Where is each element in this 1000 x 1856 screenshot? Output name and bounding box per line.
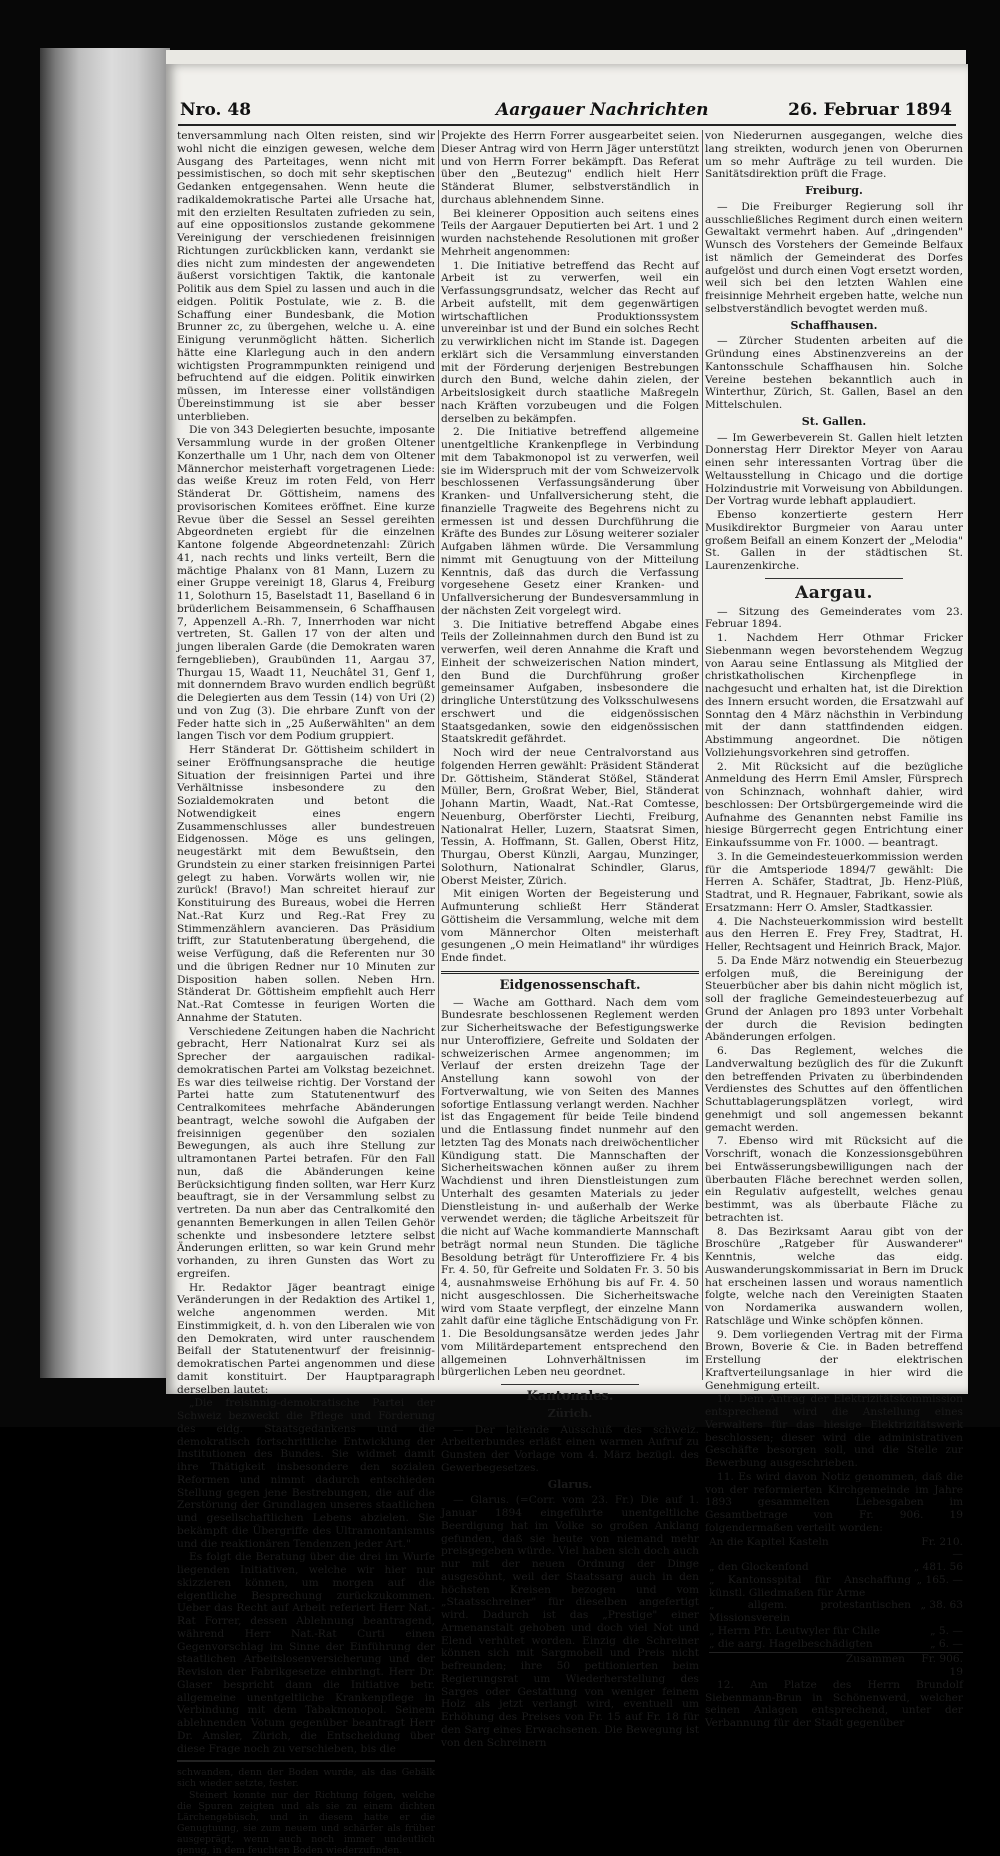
subsection-title-glarus: Glarus. (547, 1477, 593, 1491)
feuilleton-text: schwanden, denn der Boden wurde, als das Gebälk sich wieder setzte, fester. (177, 1767, 435, 1790)
session-item: 11. Es wird davon Notiz genommen, daß die von der reformierten Kirchgemeinde im Jahre 1893 gesammelten Liebesgaben im Gesamtbetrage von Fr. 906. 19 folgendermaßen verteilt worden: (705, 1470, 963, 1534)
section-title-eidgenossenschaft: Eidgenossenschaft. (499, 977, 641, 993)
donation-row: „ Herrn Pfr. Leutwyler für Chile „ 5. — (709, 1624, 963, 1637)
column-2 (441, 130, 699, 1749)
section-title-kantonales: Kantonales. (526, 1389, 614, 1404)
session-item: 2. Mit Rücksicht auf die bezügliche Anmeldung des Herrn Emil Amsler, Fürsprech von Schinznach, wohnhaft dahier, wird beschlossen: Der Ortsbürgergemeinde wird die Aufnahme des Genannten nebst Familie ins hiesige Bürgerrecht gegen Entrichtung einer Einkaufssumme von Fr. 1000. — beantragt. (705, 760, 963, 849)
session-item: 9. Dem vorliegenden Vertrag mit der Firma Brown, Boverie & Cie. in Baden betreffend Erstellung der elektrischen Kraftverteilungsanlage in hier wird die Genehmigung erteilt. (705, 1328, 963, 1392)
article-paragraph: Hr. Redaktor Jäger beantragt einige Veränderungen in der Redaktion des Artikel 1, welche angenommen werden. Mit Einstimmigkeit, d. h. von den Liberalen wie von den Demokraten, wird unter rauschendem Beifall der Statutenentwurf der freisinnig-demokratischen Partei angenommen und diese damit konstituirt. Der Hauptparagraph derselben lautet: (177, 1281, 435, 1396)
article-paragraph: — Glarus. (=Corr. vom 23. Fr.) Die auf 1. Januar 1894 eingeführte unentgeltliche Beerdigung hat im Volke so großen Anklang gefunden, daß sie heute von niemand mehr preisgegeben würde. Viel haben sich doch auch nur mit der neuen Ordnung der Dinge ausgesöhnt, weil der Staatssarg auch in den höchsten Kreisen bezogen und vom „Staatsschreiner" für dieselben angefertigt wird. Dadurch ist das „Prestige" einer Armenanstalt gehoben und doch viel Not und Elend verhütet worden. Einzig die Schreiner können sich mit Sargmobell und Preis nicht befreunden; ihre 50 petitionierten beim Regierungsrat um Wiederherstellung des Sarges oder Gestattung von weniger feinem Holz als jetzt verlangt wird, eventuell um Erhöhung des Preises von Fr. 15 auf Fr. 18 für den Sarg eines Erwachsenen. Die Bewegung ist von den Schreinern (441, 1494, 699, 1749)
subsection-title-stgallen: St. Gallen. (801, 414, 867, 428)
article-paragraph: Die von 343 Delegierten besuchte, imposante Versammlung wurde in der großen Oltener Konzerthalle um 1 Uhr, nach dem von Oltener Männerchor meisterhaft vorgetragenen Liede: das weiße Kreuz im roten Feld, von Herr Ständerat Dr. Göttisheim, namens des provisorischen Komitees eröffnet. Eine kurze Revue über die Sessel an Sessel gereihten Abgeordneten ergiebt für die einzelnen Kantone folgende Abgeordnetenzahl: Zürich 41, nach rechts und links verteilt, Bern die mächtige Phalanx von 81 Mann, Luzern zu einer Gruppe vereinigt 18, Glarus 4, Freiburg 11, Solothurn 15, Baselstadt 11, Baselland 6 in brüderlichem Beisammensein, 6 Schaffhausen 7, Appenzell A.-Rh. 7, Innerrhoden war nicht vertreten, St. Gallen 17 von der alten und jungen liberalen Garde (die Demokraten waren ferngeblieben), Graubünden 11, Aargau 37, Thurgau 15, Waadt 11, Neuchâtel 31, Genf 1, mit donnerndem Bravo wurden endlich begrüßt die Delegierten aus dem Tessin (14) von Uri (2) und von Zug (3). Die ehrbare Zunft von der Feder hatte sich in „25 Außerwählten" an dem langen Tisch vor dem Podium gruppiert. (177, 424, 435, 743)
article-paragraph: — Der leitende Ausschuß des schweiz. Arbeiterbundes erläßt einen warmen Aufruf zu Gunsten der Vorlage vom 4. März bezügl. des Gewerbegesetzes. (441, 1423, 699, 1474)
session-item: 7. Ebenso wird mit Rücksicht auf die Vorschrift, wonach die Konzessionsgebühren bei Entwässerungsbewilligungen nach der überbauten Fläche berechnet werden sollen, ein Regulativ aufgestellt, welches genau bestimmt, was als überbaute Fläche zu betrachten ist. (705, 1135, 963, 1224)
donation-row: „ den Glockenfond „ 481. 56 (709, 1561, 963, 1573)
donation-row: „ Kantonsspital für Anschaffung künstl. Gliedmaßen für Arme „ 165. — (709, 1573, 963, 1599)
article-paragraph: Verschiedene Zeitungen haben die Nachricht gebracht, Herr Nationalrat Kurz sei als Sprecher der aargauischen radikal-demokratischen Partei am Volkstag bezeichnet. Es war dies teilweise richtig. Der Vorstand der Partei hatte zum Statutenentwurf des Centralkomitees mehrfache Abänderungen beantragt, welche sowohl die Aufgaben der freisinnigen gegenüber den sozialen Bewegungen, als auch ihre Stellung zur ultramontanen Partei betrafen. Für den Fall nun, daß die Abänderungen keine Berücksichtigung finden sollten, war Herr Kurz beauftragt, sie in der Versammlung selbst zu vertreten. Da nun aber das Centralkomité den genannten Bemerkungen in allen Teilen Gehör schenkte und insbesondere letztere selbst Änderungen erlitten, so war kein Grund mehr vorhanden, zu ihren Gunsten das Wort zu ergreifen. (177, 1025, 435, 1280)
newspaper-title: Aargauer Nachrichten (496, 100, 709, 120)
resolution-item: 1. Die Initiative betreffend das Recht auf Arbeit ist zu verwerfen, weil ein Verfassungsgrundsatz, welcher das Recht auf Arbeit aufstellt, mit dem gegenwärtigen wirtschaftlichen Produktionssystem unvereinbar ist und der Bund ein solches Recht zu verwirklichen nicht im Stande ist. Dagegen erklärt sich die Versammlung einverstanden mit der Förderung derjenigen Bestrebungen durch den Bund, welche dahin zielen, der Arbeitslosigkeit durch staatliche Maßregeln nach Kräften vorzubeugen und die Folgen derselben zu bekämpfen. (441, 259, 699, 425)
column-divider-1 (438, 130, 439, 1380)
issue-number: Nro. 48 (180, 100, 252, 120)
session-item: 12. Am Platze des Herrn Brundolf Siebenmann-Brun in Schönenwerd, welcher seinen Anlagen entsprechend, unter der Verbannung für der Stadt gegenüber (705, 1678, 963, 1729)
feuilleton-rule (177, 1760, 435, 1762)
article-paragraph: von Niederurnen ausgegangen, welche dies lang streikten, wodurch jenen von Oberurnen um so mehr Aufträge zu teil wurden. Die Sanitätsdirektion prüft die Frage. (705, 130, 963, 181)
article-paragraph: „Die freisinnig-demokratische Partei der Schweiz bezweckt die Pflege und Förderung des eidg. Staatsgedankens und die demokratisch fortschrittliche Entwicklung der Institutionen des Bundes. Sie widmet damit ihre Thätigkeit insbesondere den sozialen Reformen und nimmt dadurch entschieden Stellung gegen jene Bestrebungen, die auf die Zerstörung der Grundlagen unseres staatlichen und gesellschaftlichen Lebens abzielen. Sie bekämpft die Übergriffe des Ultramontanismus und die reaktionären Tendenzen jeder Art." (177, 1397, 435, 1550)
article-paragraph: — Zürcher Studenten arbeiten auf die Gründung eines Abstinenzvereins an der Kantonsschule Schaffhausen hin. Solche Vereine bestehen bekanntlich auch in Winterthur, Zürich, St. Gallen, Basel an den Mittelschulen. (705, 335, 963, 411)
session-item: 3. In die Gemeindesteuerkommission werden für die Amtsperiode 1894/7 gewählt: Die Herren A. Schäfer, Stadtrat, Jb. Henz-Plüß, Stadtrat, und R. Hegnauer, Fabrikant, sowie als Ersatzmann: Herr O. Amsler, Stadtkassier. (705, 850, 963, 914)
donation-total: Zusammen Fr. 906. 19 (709, 1652, 963, 1679)
article-paragraph: Mit einigen Worten der Begeisterung und Aufmunterung schließt Herr Ständerat Göttisheim die Versammlung, welche mit dem vom Männerchor Olten meisterhaft gesungenen „O mein Heimatland" ihr würdiges Ende findet. (441, 888, 699, 964)
article-paragraph: — Im Gewerbeverein St. Gallen hielt letzten Donnerstag Herr Direktor Meyer von Aarau einen sehr interessanten Vortrag über die Weltausstellung in Chicago und die dortige Holzindustrie mit Vorweisung von Abbildungen. Der Vortrag wurde lebhaft applaudiert. (705, 431, 963, 508)
column-divider-2 (702, 130, 703, 1380)
section-rule (765, 578, 903, 579)
donation-row: An die Kapitel Kasteln Fr. 210. — (709, 1535, 963, 1561)
resolution-item: 2. Die Initiative betreffend allgemeine unentgeltliche Krankenpflege in Verbindung mit dem Tabakmonopol ist zu verwerfen, weil sie im Widerspruch mit der vom Schweizervolk beschlossenen Verfassungsänderung über Kranken- und Unfallversicherung steht, die finanzielle Tragweite des Begehrens nicht zu ermessen ist und dessen Durchführung die Kräfte des Bundes zur Lösung weiterer sozialer Aufgaben lähmen würde. Die Versammlung nimmt mit Genugtuung von der Mitteilung Kenntnis, daß das durch die Verfassung vorgesehene Gesetz einer Kranken- und Unfallversicherung der Bundesversammlung in der nächsten Zeit vorgelegt wird. (441, 426, 699, 617)
article-paragraph: Noch wird der neue Centralvorstand aus folgenden Herren gewählt: Präsident Ständerat Dr. Göttisheim, Ständerat Stößel, Ständerat Müller, Bern, Großrat Weber, Biel, Ständerat Johann Martin, Waadt, Nat.-Rat Comtesse, Neuenburg, Oberförster Liechti, Freiburg, Nationalrat Heller, Luzern, Staatsrat Simen, Tessin, A. Hoffmann, St. Gallen, Oberst Hitz, Thurgau, Oberst Künzli, Aargau, Munzinger, Solothurn, Nationalrat Schindler, Glarus, Oberst Meister, Zürich. (441, 747, 699, 887)
article-paragraph: — Wache am Gotthard. Nach dem vom Bundesrate beschlossenen Reglement werden zur Sicherheitswache der Befestigungswerke nur Unteroffiziere, Gefreite und Soldaten der schweizerischen Armee angenommen; im Verlauf der ersten dreizehn Tage der Anstellung kann sowohl von der Fortverwaltung, wie von Seiten des Mannes sofortige Entlassung verlangt werden. Nachher ist das Engagement für beide Teile bindend und die Entlassung findet nunmehr auf den letzten Tag des Monats nach dreiwöchentlicher Kündigung statt. Die Mannschaften der Sicherheitswachen können außer zu ihrem Wachdienst und ihren Dienstleistungen zum Unterhalt des gesamten Materials zu jeder Dienstleistung in- und außerhalb der Werke verwendet werden; die tägliche Arbeitszeit für die nicht auf Wache kommandierte Mannschaft beträgt normal neun Stunden. Die tägliche Besoldung beträgt für Unteroffiziere Fr. 4 bis Fr. 4. 50, für Gefreite und Soldaten Fr. 3. 50 bis 4, ausnahmsweise Erhöhung bis auf Fr. 4. 50 nicht ausgeschlossen. Die Sicherheitswache wird vom Staate verpflegt, der einzelne Mann zahlt dafür eine tägliche Entschädigung von Fr. 1. Die Besoldungsansätze werden jedes Jahr vom Militärdepartement entsprechend den allgemeinen Lohnverhältnissen im bürgerlichen Leben neu geordnet. (441, 996, 699, 1379)
article-paragraph: Es folgt die Beratung über die drei im Wurfe liegenden Initiativen, welche wir hier nur skizzieren können, um morgen auf die eigentliche Besprechung zurückzukommen. Ueber das Recht auf Arbeit referiert Herr Nat.-Rat Forrer, dessen Ablehnung beantragend, während Herr Nat.-Rat Curti einen Gegenvorschlag im Sinne der Einführung der staatlichen Arbeitslosenversicherung und der Revision der Fabrikgesetze einbringt. Herr Dr. Glaser bespricht dann die Initiative betr. allgemeine unentgeltliche Krankenpflege in Verbindung mit dem Tabakmonopol. Seinem ablehnenden Votum gegenüber beantragt Herr Dr. Amsler, Zürich, die Entscheidung über diese Frage noch zu verschieben, bis die (177, 1551, 435, 1755)
session-item: 10. Dem Antrag der Elektrizitätskommission entsprechend wird die Anstellung eines Verwalters für das hiesige Elektrizitätswerk beschlossen; dieser wird die administrativen Geschäfte besorgen soll, und die Stelle zur Bewerbung ausgeschrieben. (705, 1393, 963, 1469)
header-rule (178, 124, 956, 126)
session-item: 8. Das Bezirksamt Aarau gibt von der Broschüre „Ratgeber für Auswanderer" Kenntnis, welche das eidg. Auswanderungskommissariat in Bern im Druck hat erscheinen lassen und woraus namentlich folgte, welche nach den Vereinigten Staaten von Nordamerika auswandern wollen, Ratschläge und Winke schöpfen können. (705, 1225, 963, 1327)
resolution-item: 3. Die Initiative betreffend Abgabe eines Teils der Zolleinnahmen durch den Bund ist zu verwerfen, weil deren Annahme die Kraft und Einheit der schweizerischen Nation mindert, den Bund die Durchführung großer gemeinsamer Aufgaben, insbesondere die dringliche Unterstützung des Volksschulwesens erschwert und die eidgenössischen Staatsgedanken, sowie den eidgenössischen Staatskredit gefährdet. (441, 618, 699, 746)
article-paragraph: — Die Freiburger Regierung soll ihr ausschließliches Regiment durch einen weitern Gewaltakt vermehrt haben. Auf „dringenden" Wunsch des Vorstehers der Gemeinde Belfaux ist nämlich der Gemeinderat des Dorfes aufgelöst und durch einen Vogt ersetzt worden, weil sich bei den letzten Wahlen eine freisinnige Mehrheit ergeben hatte, welche nun selbstverständlich bevogtet werden muß. (705, 200, 963, 315)
donation-row: „ die aarg. Hagelbeschädigten „ 6. — (709, 1637, 963, 1650)
session-item: 4. Die Nachsteuerkommission wird bestellt aus den Herren E. Frey Frey, Stadtrat, H. Heller, Rechtsagent und Heinrich Brack, Major. (705, 915, 963, 953)
subsection-title-zurich: Zürich. (547, 1406, 593, 1420)
article-paragraph: tenversammlung nach Olten reisten, sind wir wohl nicht die einzigen gewesen, welche dem Ausgang des Parteitages, wenn nicht mit pessimistischen, so doch mit sehr skeptischen Gedanken entgegensahen. Wenn heute die radikaldemokratische Partei alle Ursache hat, mit den erzielten Resultaten zufrieden zu sein, auf eine oppositionslos zustande gekommene Vereinigung der verschiedenen freisinnigen Richtungen zurückblicken kann, verdankt sie dies nicht zum mindesten der angewendeten äußerst vorsichtigen Taktik, die kantonale Politik aus dem Spiel zu lassen und auch in die eidgen. Politik Postulate, wie z. B. die Schaffung einer Bundesbank, die Motion Brunner zc, zu übergehen, welche u. A. eine Einigung verunmöglicht hätten. Sicherlich hätte eine Klarlegung auch in den andern wichtigsten Programmpunkten reinigend und befruchtend auf die eidgen. Politik einwirken müssen, im Interesse einer vollständigen Übereinstimmung ist sie aber besser unterblieben. (177, 130, 435, 423)
donation-row: „ allgem. protestantischen Missionsverein „ 38. 63 (709, 1599, 963, 1624)
book-binding-edge (40, 48, 170, 1378)
section-rule (501, 1384, 639, 1385)
article-paragraph: Projekte des Herrn Forrer ausgearbeitet seien. Dieser Antrag wird von Herrn Jäger unterstützt und von Herrn Forrer bekämpft. Das Referat über den „Beutezug" endlich hielt Herr Ständerat Blumer, selbstverständlich in durchaus ablehnendem Sinne. (441, 130, 699, 206)
article-paragraph: Ebenso konzertierte gestern Herr Musikdirektor Burgmeier von Aarau unter großem Beifall an einem Konzert der „Melodia" St. Gallen in der städtischen St. Laurenzenkirche. (705, 509, 963, 572)
session-item: 5. Da Ende März notwendig ein Steuerbezug erfolgen muß, die Bereinigung der Steuerbücher aber bis dahin nicht möglich ist, soll der fragliche Gemeindesteuerbezug auf Grund der Anlagen pro 1893 unter Vorbehalt der durch die Revision bedingten Abänderungen erfolgen. (705, 954, 963, 1044)
article-paragraph: Herr Ständerat Dr. Göttisheim schildert in seiner Eröffnungsansprache die heutige Situation der freisinnigen Partei und ihre Verhältnisse insbesondere zu den Sozialdemokraten und betont die Notwendigkeit eines engern Zusammenschlusses aller bundestreuen Eidgenossen. Möge es uns gelingen, neugestärkt mit dem Bewußtsein, den Grundstein zu einer starken freisinnigen Partei gelegt zu haben. Vorwärts wollen wir, nie zurück! (Bravo!) Man schreitet hierauf zur Konstituirung des Bureaus, wobei die Herren Nat.-Rat Kurz und Reg.-Rat Frey zu Stimmenzählern avancieren. Das Präsidium trifft, zur Statutenberatung übergehend, die weise Verfügung, daß die Referenten nur 30 und die übrigen Redner nur 10 Minuten zur Disposition haben sollen. Neben Hrn. Ständerat Dr. Göttisheim empfiehlt auch Herr Nat.-Rat Comtesse in feurigen Worten die Annahme der Statuten. (177, 744, 435, 1024)
issue-date: 26. Februar 1894 (788, 100, 952, 120)
article-paragraph: Bei kleinerer Opposition auch seitens eines Teils der Aargauer Deputierten bei Art. 1 und 2 wurden nachstehende Resolutionen mit großer Mehrheit angenommen: (441, 207, 699, 258)
column-1 (177, 130, 435, 1856)
donation-list (705, 1536, 963, 1679)
session-item: 6. Das Reglement, welches die Landverwaltung bezüglich des für die Zukunft den betreffenden Privaten zu überbindenden Verdienstes des Schuttes auf den öffentlichen Schuttablagerungsplätzen vorlegt, wird genehmigt und soll angemessen bekannt gemacht werden. (705, 1045, 963, 1134)
session-item: 1. Nachdem Herr Othmar Fricker Siebenmann wegen bevorstehendem Wegzug von Aarau seine Entlassung als Mitglied der christkatholischen Kirchenpflege in nachgesucht und erhalten hat, ist die Direktion des Innern ersucht worden, die Ersatzwahl auf Sonntag den 4 März nächsthin in Verbindung mit der dann stattfindenden eidgen. Abstimmung angeordnet. Die nötigen Vollziehungsvorkehren sind getroffen. (705, 632, 963, 759)
session-heading: — Sitzung des Gemeinderates vom 23. Februar 1894. (705, 605, 963, 631)
subsection-title-schaffhausen: Schaffhausen. (790, 318, 878, 332)
section-title-aargau: Aargau. (795, 582, 873, 603)
page-header (178, 100, 956, 124)
section-rule (441, 971, 699, 974)
feuilleton-text: Steinert konnte nur der Richtung folgen, welche die Spuren zeigten und als sie zu einem dichten Lärchengebüsch, und in diesem hatte er die Genugtuung, sie zum neuem und schärfer als früher ausgeprägt, wenn auch noch immer undeutlich genug, in dem feuchten Boden wiederzufinden. (177, 1790, 435, 1856)
subsection-title-freiburg: Freiburg. (805, 184, 863, 197)
column-3 (705, 130, 963, 1729)
